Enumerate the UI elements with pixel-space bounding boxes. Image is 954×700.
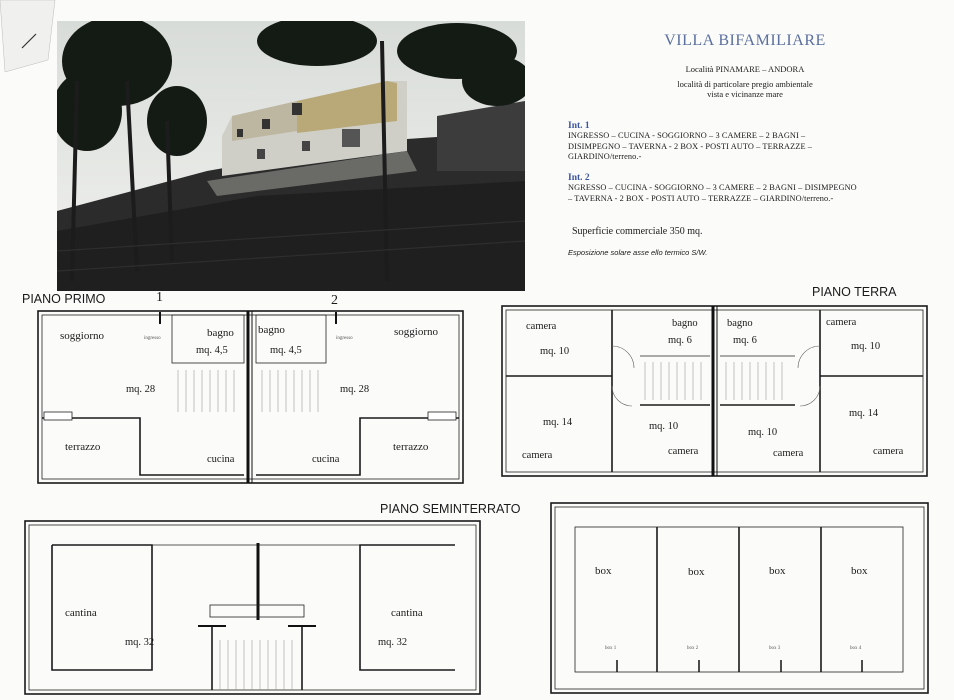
unit-2-marker: 2 — [331, 293, 338, 308]
pt-camera-top-right: camera — [826, 317, 857, 328]
pt-camera-top-left-area: mq. 10 — [540, 346, 570, 357]
surface-area: Superficie commerciale 350 mq. — [572, 226, 703, 237]
pt-camera-bottom-right-area: mq. 14 — [849, 408, 879, 419]
pt-bagno-left-area: mq. 6 — [668, 335, 692, 346]
pt-camera-top-left: camera — [526, 321, 557, 332]
ps-box-3-tag: box 3 — [769, 646, 781, 651]
pp-cucina-right: cucina — [312, 454, 340, 465]
location-note-1: località di particolare pregio ambientale — [677, 79, 813, 89]
pt-bagno-left: bagno — [672, 318, 698, 329]
villa-title: VILLA BIFAMILIARE — [664, 32, 826, 49]
pp-ingresso-left: ingresso — [144, 336, 161, 341]
location-note-2: vista e vicinanze mare — [707, 89, 783, 99]
piano-terra-title: PIANO TERRA — [812, 285, 897, 299]
pt-camera-top-right-area: mq. 10 — [851, 341, 881, 352]
unit-1-marker: 1 — [156, 290, 163, 305]
pt-bagno-right: bagno — [727, 318, 753, 329]
pp-cucina-left: cucina — [207, 454, 235, 465]
pt-camera-bottom-midleft-area: mq. 10 — [649, 421, 679, 432]
unit-2-description: NGRESSO – CUCINA - SOGGIORNO – 3 CAMERE – 2 BAGNI – DISIMPEGNO – TAVERNA - 2 BOX - POSTI AUTO – TERRAZZE – GIARDINO/terreno.- — [568, 183, 857, 203]
ps-box-4-tag: box 4 — [850, 646, 862, 651]
unit-1-description: INGRESSO – CUCINA - SOGGIORNO – 3 CAMERE – 2 BAGNI – DISIMPEGNO – TAVERNA - 2 BOX - POSTI AUTO – TERRAZZE – GIARDINO/terreno.- — [568, 131, 813, 161]
pp-soggiorno-right-area: mq. 28 — [340, 384, 370, 395]
ps-cantina-left-area: mq. 32 — [125, 637, 155, 648]
ps-box-3: box — [769, 565, 786, 577]
piano-primo-title: PIANO PRIMO — [22, 292, 106, 306]
pp-bagno-left: bagno — [207, 327, 234, 339]
ps-cantina-right-area: mq. 32 — [378, 637, 408, 648]
pt-camera-bottom-midleft: camera — [668, 446, 699, 457]
pt-camera-bottom-right: camera — [873, 446, 904, 457]
pt-camera-bottom-left-area: mq. 14 — [543, 417, 573, 428]
pp-soggiorno-right: soggiorno — [394, 326, 438, 338]
pp-ingresso-right: ingresso — [336, 336, 353, 341]
pp-soggiorno-left: soggiorno — [60, 330, 104, 342]
piano-terra-walls — [502, 306, 927, 476]
pp-terrazzo-right: terrazzo — [393, 441, 429, 453]
pp-terrazzo-left: terrazzo — [65, 441, 101, 453]
solar-exposure: Esposizione solare asse ello termico S/W. — [568, 248, 708, 257]
piano-seminterrato-walls — [25, 503, 928, 694]
pp-soggiorno-left-area: mq. 28 — [126, 384, 156, 395]
unit-2-label: Int. 2 — [568, 173, 590, 183]
pt-camera-bottom-midright: camera — [773, 448, 804, 459]
ps-cantina-left: cantina — [65, 607, 97, 619]
pp-bagno-right-area: mq. 4,5 — [270, 345, 302, 356]
piano-seminterrato-title: PIANO SEMINTERRATO — [380, 502, 521, 516]
pt-bagno-right-area: mq. 6 — [733, 335, 757, 346]
ps-cantina-right: cantina — [391, 607, 423, 619]
pt-camera-bottom-left: camera — [522, 450, 553, 461]
ps-box-1: box — [595, 565, 612, 577]
pp-bagno-left-area: mq. 4,5 — [196, 345, 228, 356]
ps-box-4: box — [851, 565, 868, 577]
ps-box-2-tag: box 2 — [687, 646, 699, 651]
ps-box-2: box — [688, 566, 705, 578]
unit-1-label: Int. 1 — [568, 121, 590, 131]
ps-box-1-tag: box 1 — [605, 646, 617, 651]
location-line: Località PINAMARE – ANDORA — [685, 64, 805, 74]
pt-camera-bottom-midright-area: mq. 10 — [748, 427, 778, 438]
pp-bagno-right: bagno — [258, 324, 285, 336]
